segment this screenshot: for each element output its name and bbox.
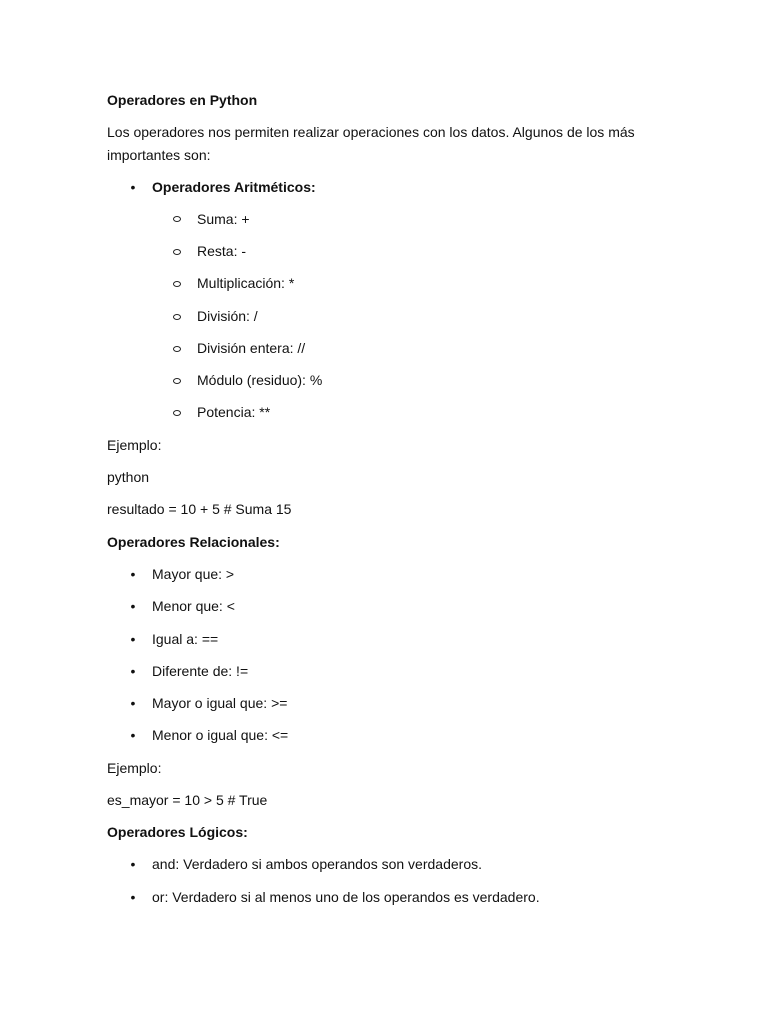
example-label: Ejemplo:: [107, 760, 162, 776]
bullet-icon: •: [130, 856, 136, 872]
rel-item-mayor: Mayor que: >: [152, 566, 235, 582]
intro-paragraph: Los operadores nos permiten realizar operaciones con los datos. Algunos de los más importantes son:: [107, 124, 635, 163]
example-label: Ejemplo:: [107, 437, 162, 453]
log-item-or: or: Verdadero si al menos uno de los operandos es verdadero.: [152, 889, 540, 905]
bullet-icon: •: [130, 598, 136, 614]
arith-item-modulo: Módulo (residuo): %: [197, 372, 323, 388]
arith-item-division-entera: División entera: //: [197, 340, 306, 356]
arith-item-resta: Resta: -: [197, 243, 247, 259]
rel-item-igual: Igual a: ==: [152, 631, 219, 647]
bullet-icon: •: [130, 566, 136, 582]
arith-item-multiplicacion: Multiplicación: *: [197, 275, 295, 291]
example-code: resultado = 10 + 5 # Suma 15: [107, 501, 292, 517]
bullet-icon: •: [130, 727, 136, 743]
bullet-icon: •: [130, 663, 136, 679]
document-title: Operadores en Python: [107, 92, 258, 108]
circle-bullet-icon: [173, 378, 181, 384]
rel-item-diferente: Diferente de: !=: [152, 663, 249, 679]
rel-item-mayor-igual: Mayor o igual que: >=: [152, 695, 288, 711]
example-code: es_mayor = 10 > 5 # True: [107, 792, 268, 808]
circle-bullet-icon: [173, 249, 181, 255]
logical-heading: Operadores Lógicos:: [107, 824, 248, 840]
arith-item-potencia: Potencia: **: [197, 404, 271, 420]
bullet-icon: •: [130, 889, 136, 905]
bullet-icon: •: [130, 695, 136, 711]
bullet-icon: •: [130, 631, 136, 647]
relational-heading: Operadores Relacionales:: [107, 534, 280, 550]
circle-bullet-icon: [173, 314, 181, 320]
rel-item-menor-igual: Menor o igual que: <=: [152, 727, 289, 743]
arith-item-division: División: /: [197, 308, 258, 324]
circle-bullet-icon: [173, 216, 181, 222]
log-item-and: and: Verdadero si ambos operandos son verdaderos.: [152, 856, 482, 872]
code-language-label: python: [107, 469, 150, 485]
circle-bullet-icon: [173, 346, 181, 352]
bullet-icon: •: [130, 179, 136, 195]
circle-bullet-icon: [173, 281, 181, 287]
arith-heading: Operadores Aritméticos:: [152, 179, 316, 195]
rel-item-menor: Menor que: <: [152, 598, 235, 614]
circle-bullet-icon: [173, 410, 181, 416]
arith-item-suma: Suma: +: [197, 211, 250, 227]
